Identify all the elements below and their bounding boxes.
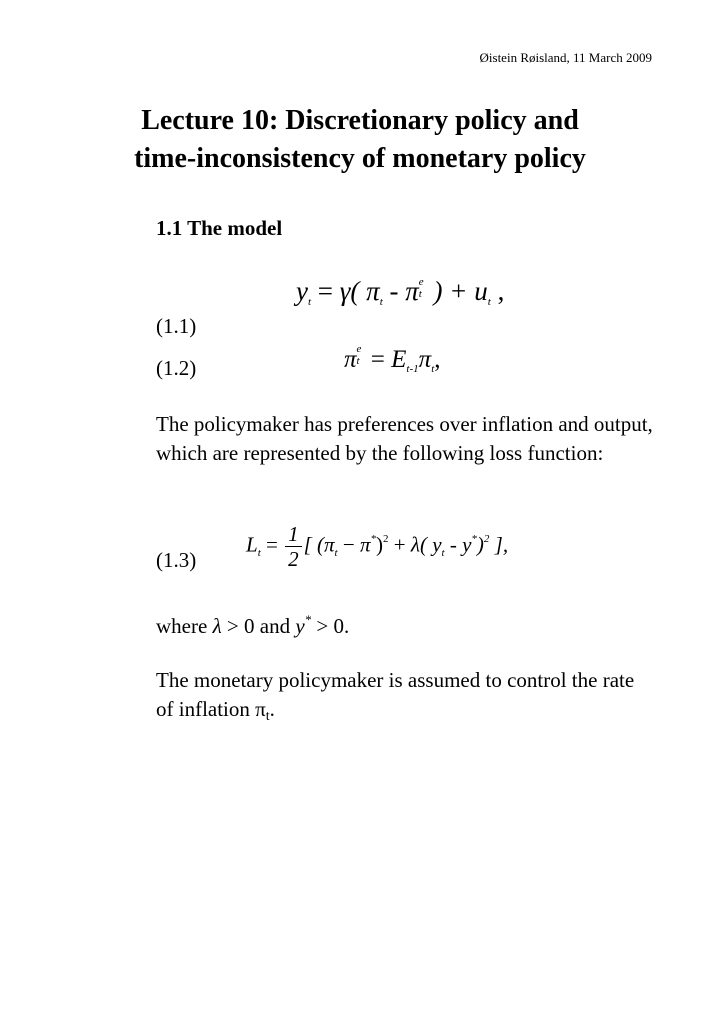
eq1-supsub [418, 276, 427, 300]
eq3-L: L [246, 532, 258, 557]
eq1-sub-t2: t [418, 288, 422, 300]
p2-text-c: > 0. [311, 614, 350, 638]
equation-label-1-1: (1.1) [156, 314, 197, 338]
eq1-open: ( [350, 276, 367, 306]
eq1-minus: - [382, 276, 406, 306]
eq3-sup-star: * [370, 533, 376, 546]
equation-1-3 [246, 522, 508, 571]
p3-sub-t: t [265, 709, 270, 724]
eq3-sup-2: 2 [382, 533, 389, 546]
p2-text-a: where [156, 614, 213, 638]
eq3-bracket-open: [ ( [303, 532, 325, 557]
eq1-sup-e: e [418, 276, 424, 288]
p2-lambda: λ [212, 614, 222, 638]
p3-pi: π [255, 697, 266, 721]
eq3-y-star: y [462, 532, 472, 557]
eq2-E: E [391, 346, 407, 373]
eq3-minus: − [337, 532, 360, 557]
title-line-2: time-inconsistency of monetary policy [134, 143, 586, 174]
eq1-comma: , [490, 276, 505, 306]
eq3-sup-star-2: * [471, 533, 477, 546]
eq3-pi-sub: t [334, 547, 338, 560]
eq1-u-sub: t [487, 296, 491, 308]
eq1-sub-t: t [307, 296, 312, 308]
eq1-pi-sub: t [379, 296, 383, 308]
eq1-gamma: γ [339, 276, 351, 306]
eq3-numerator: 1 [285, 522, 302, 547]
p3-text: The monetary policymaker is assumed to control the rate of inflation [156, 668, 635, 721]
eq3-plus: + [388, 532, 411, 557]
eq2-equals: = [364, 346, 392, 373]
eq3-y: y [432, 532, 442, 557]
p2-text-b: > 0 and [221, 614, 296, 638]
eq1-pi: π [366, 276, 380, 306]
eq2-sub-t: t [356, 355, 360, 367]
eq2-pi2-sub: t [431, 363, 435, 375]
eq2-pi2: π [418, 346, 432, 373]
eq3-fraction [285, 522, 302, 571]
eq3-denominator: 2 [288, 547, 299, 571]
eq1-close: ) + [426, 276, 475, 306]
eq3-sub-t: t [257, 547, 261, 560]
eq1-pi-e: π [405, 276, 419, 306]
p3-end: . [269, 697, 275, 721]
eq1-equals: = [311, 276, 340, 306]
paragraph-control [156, 666, 656, 727]
eq2-sub-tm1: t-1 [406, 363, 419, 375]
eq3-equals: = [260, 532, 284, 557]
eq2-supsub [356, 343, 365, 367]
eq3-sup-2b: 2 [483, 533, 490, 546]
eq1-y: y [296, 276, 308, 306]
p2-y: y [295, 614, 305, 638]
paragraph-preferences: The policymaker has preferences over inflation and output, which are represented by the following loss function: [156, 412, 653, 465]
eq2-sup-e: e [356, 343, 362, 355]
eq3-end: ], [489, 532, 509, 557]
equation-1-1 [296, 276, 504, 307]
equation-label-1-2: (1.2) [156, 356, 197, 380]
equation-label-1-3: (1.3) [156, 548, 197, 572]
p2-star: * [304, 612, 312, 627]
section-heading: 1.1 The model [156, 216, 283, 240]
eq3-pi-star: π [359, 532, 371, 557]
title-line-1: Lecture 10: Discretionary policy and [141, 105, 579, 136]
eq2-comma: , [434, 346, 441, 373]
paragraph-conditions [156, 612, 656, 643]
eq1-u: u [474, 276, 488, 306]
eq3-lambda: λ [410, 532, 420, 557]
eq3-close-2: ) [476, 532, 484, 557]
eq3-close-1: ) [375, 532, 383, 557]
author-date-note: Øistein Røisland, 11 March 2009 [479, 50, 652, 65]
eq3-dash: - [444, 532, 463, 557]
eq3-pi: π [324, 532, 335, 557]
eq3-paren-open: ( [419, 532, 433, 557]
eq2-pi: π [344, 346, 357, 373]
equation-1-2 [344, 343, 441, 375]
eq3-y-sub: t [441, 547, 445, 560]
lecture-title [100, 102, 620, 178]
